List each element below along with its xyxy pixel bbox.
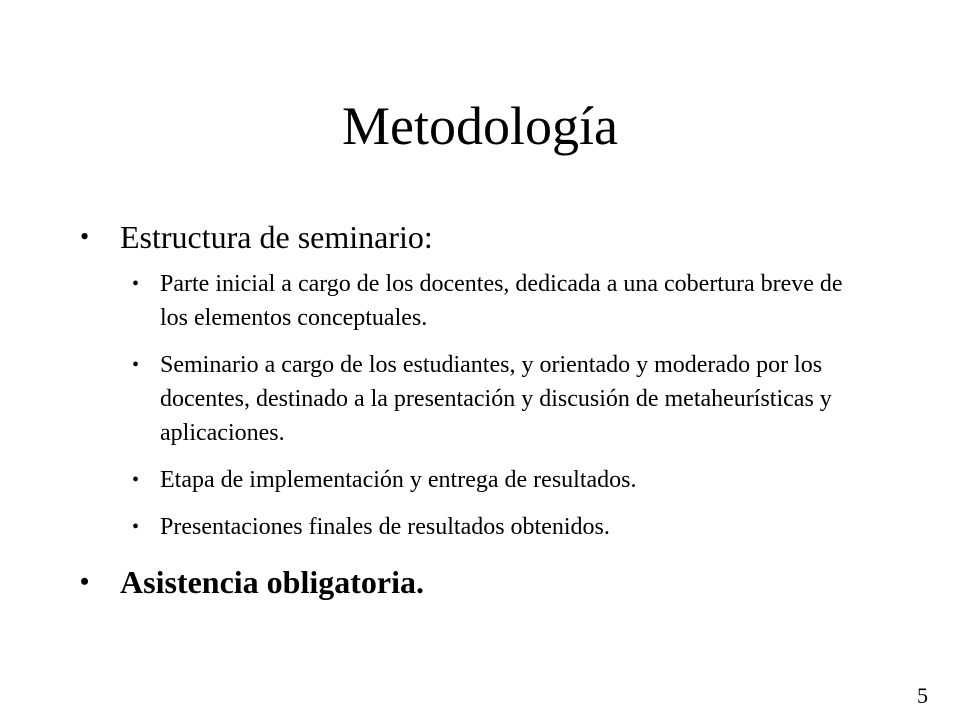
- bullet-icon: •: [132, 469, 140, 491]
- bullet-icon: •: [80, 567, 90, 596]
- bullet-icon: •: [132, 516, 140, 538]
- slide-title: Metodología: [342, 96, 618, 156]
- bullet-icon: •: [132, 354, 140, 376]
- sub-bullet-item: [80, 463, 860, 497]
- slide-content: [80, 213, 880, 606]
- sub-bullet-item: [80, 348, 860, 450]
- sub-bullet-list: [80, 267, 880, 544]
- sub-bullet-text: Seminario a cargo de los estudiantes, y orientado y moderado por los docentes, destinado a la presentación y discusión de metaheurísticas y aplicaciones.: [160, 352, 832, 446]
- page-number: 5: [917, 683, 928, 708]
- bullet-text: Estructura de seminario:: [120, 219, 433, 255]
- bullet-icon: •: [132, 273, 140, 295]
- sub-bullet-text: Etapa de implementación y entrega de resultados.: [160, 467, 637, 493]
- sub-bullet-text: Presentaciones finales de resultados obtenidos.: [160, 514, 610, 540]
- bullet-item-structure: [80, 213, 880, 261]
- sub-bullet-item: [80, 510, 860, 544]
- bullet-icon: •: [80, 222, 90, 251]
- sub-bullet-item: [80, 267, 860, 335]
- sub-bullet-text: Parte inicial a cargo de los docentes, dedicada a una cobertura breve de los elementos conceptuales.: [160, 271, 843, 331]
- bullet-item-attendance: [80, 558, 880, 606]
- bullet-text: Asistencia obligatoria.: [120, 564, 424, 600]
